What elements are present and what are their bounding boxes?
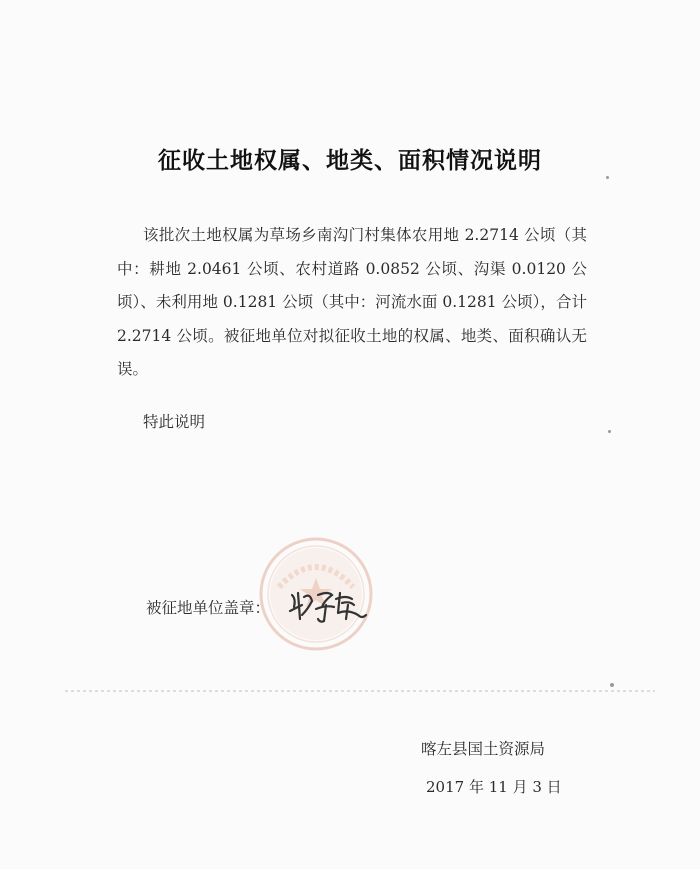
faint-dotted-divider: [65, 690, 655, 692]
signature-stroke-2: [316, 593, 334, 622]
signature-stroke-3: [336, 593, 366, 619]
scan-speck: [610, 683, 614, 687]
document-title: 征收土地权属、地类、面积情况说明: [158, 148, 542, 174]
scan-speck: [606, 176, 609, 179]
scan-speck: [608, 430, 611, 433]
signature-stroke-1: [290, 593, 312, 619]
issuing-authority: 喀左县国土资源局: [421, 740, 546, 758]
body-paragraph-block: [117, 219, 587, 387]
seal-label: 被征地单位盖章：: [146, 599, 271, 617]
closing-statement: 特此说明: [143, 413, 206, 431]
body-paragraph: 该批次土地权属为草场乡南沟门村集体农用地 2.2714 公顷（其中：耕地 2.0461 公顷、农村道路 0.0852 公顷、沟渠 0.0120 公顷）、未利用地 0.1281 公顷（其中：河流水面 0.1281 公顷），合计 2.2714 公顷。被征地单位对拟征收土地的权属、地类、面积确认无误。: [117, 226, 587, 378]
handwritten-signature: [288, 585, 368, 625]
issue-date: 2017 年 11 月 3 日: [426, 778, 562, 796]
